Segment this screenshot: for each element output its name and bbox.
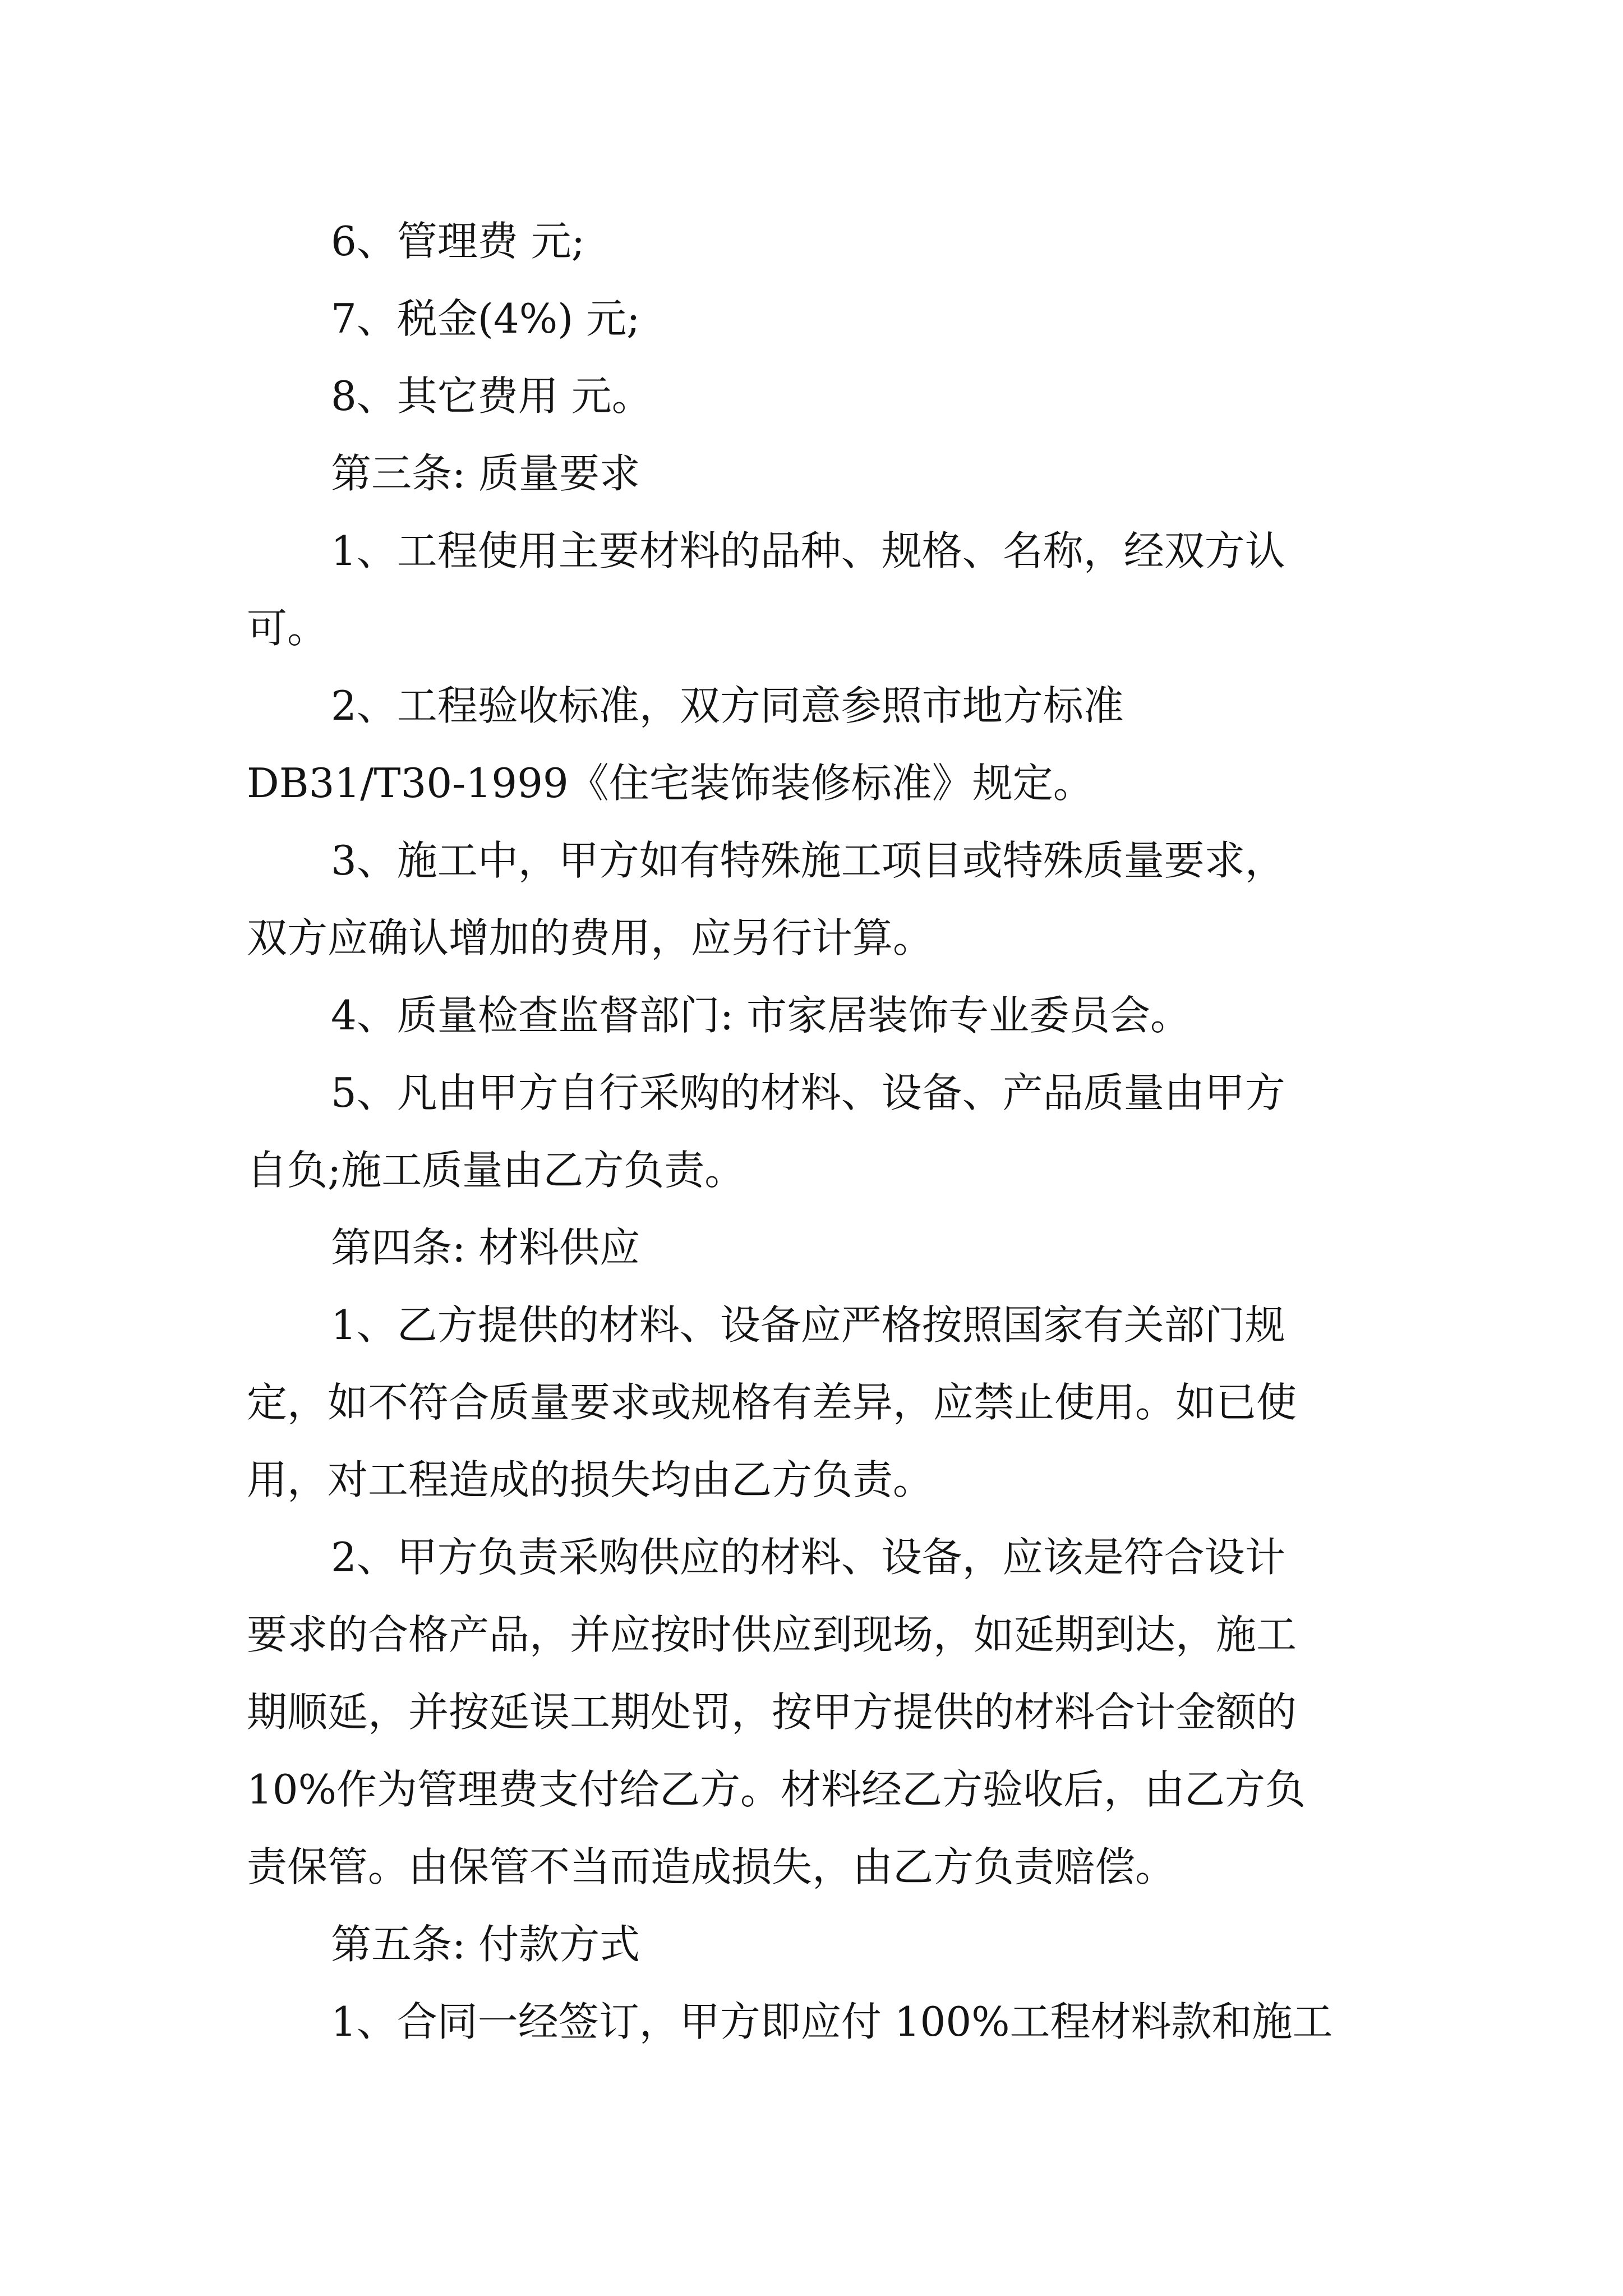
section-heading: 第四条: 材料供应: [331, 1224, 640, 1271]
text-line: 期顺延，并按延误工期处罚，按甲方提供的材料合计金额的: [247, 1688, 1297, 1736]
text-line: 10%作为管理费支付给乙方。材料经乙方验收后，由乙方负: [247, 1766, 1306, 1813]
text-line: DB31/T30-1999《住宅装饰装修标准》规定。: [247, 760, 1094, 807]
text-line: 可。: [247, 605, 328, 652]
section-heading: 第三条: 质量要求: [331, 450, 640, 497]
text-line: 用，对工程造成的损失均由乙方负责。: [247, 1456, 934, 1503]
text-line: 3、施工中，甲方如有特殊施工项目或特殊质量要求，: [331, 837, 1285, 884]
text-line: 2、甲方负责采购供应的材料、设备，应该是符合设计: [331, 1534, 1285, 1581]
text-line: 1、工程使用主要材料的品种、规格、名称，经双方认: [331, 527, 1285, 574]
text-line: 要求的合格产品，并应按时供应到现场，如延期到达，施工: [247, 1611, 1297, 1658]
section-heading: 第五条: 付款方式: [331, 1921, 640, 1968]
text-line: 4、质量检查监督部门: 市家居装饰专业委员会。: [331, 992, 1191, 1039]
text-line: 1、乙方提供的材料、设备应严格按照国家有关部门规: [331, 1301, 1285, 1349]
text-line: 双方应确认增加的费用，应另行计算。: [247, 914, 934, 961]
text-line: 6、管理费 元;: [331, 218, 585, 265]
text-line: 8、其它费用 元。: [331, 372, 652, 420]
text-line: 自负;施工质量由乙方负责。: [247, 1147, 745, 1194]
text-line: 责保管。由保管不当而造成损失，由乙方负责赔偿。: [247, 1843, 1176, 1890]
text-line: 5、凡由甲方自行采购的材料、设备、产品质量由甲方: [331, 1069, 1285, 1116]
text-line: 定，如不符合质量要求或规格有差异，应禁止使用。如已使: [247, 1379, 1297, 1426]
text-line: 7、税金(4%) 元;: [331, 295, 640, 342]
text-line: 2、工程验收标准，双方同意参照市地方标准: [331, 682, 1124, 729]
text-line: 1、合同一经签订，甲方即应付 100%工程材料款和施工: [331, 1998, 1333, 2045]
